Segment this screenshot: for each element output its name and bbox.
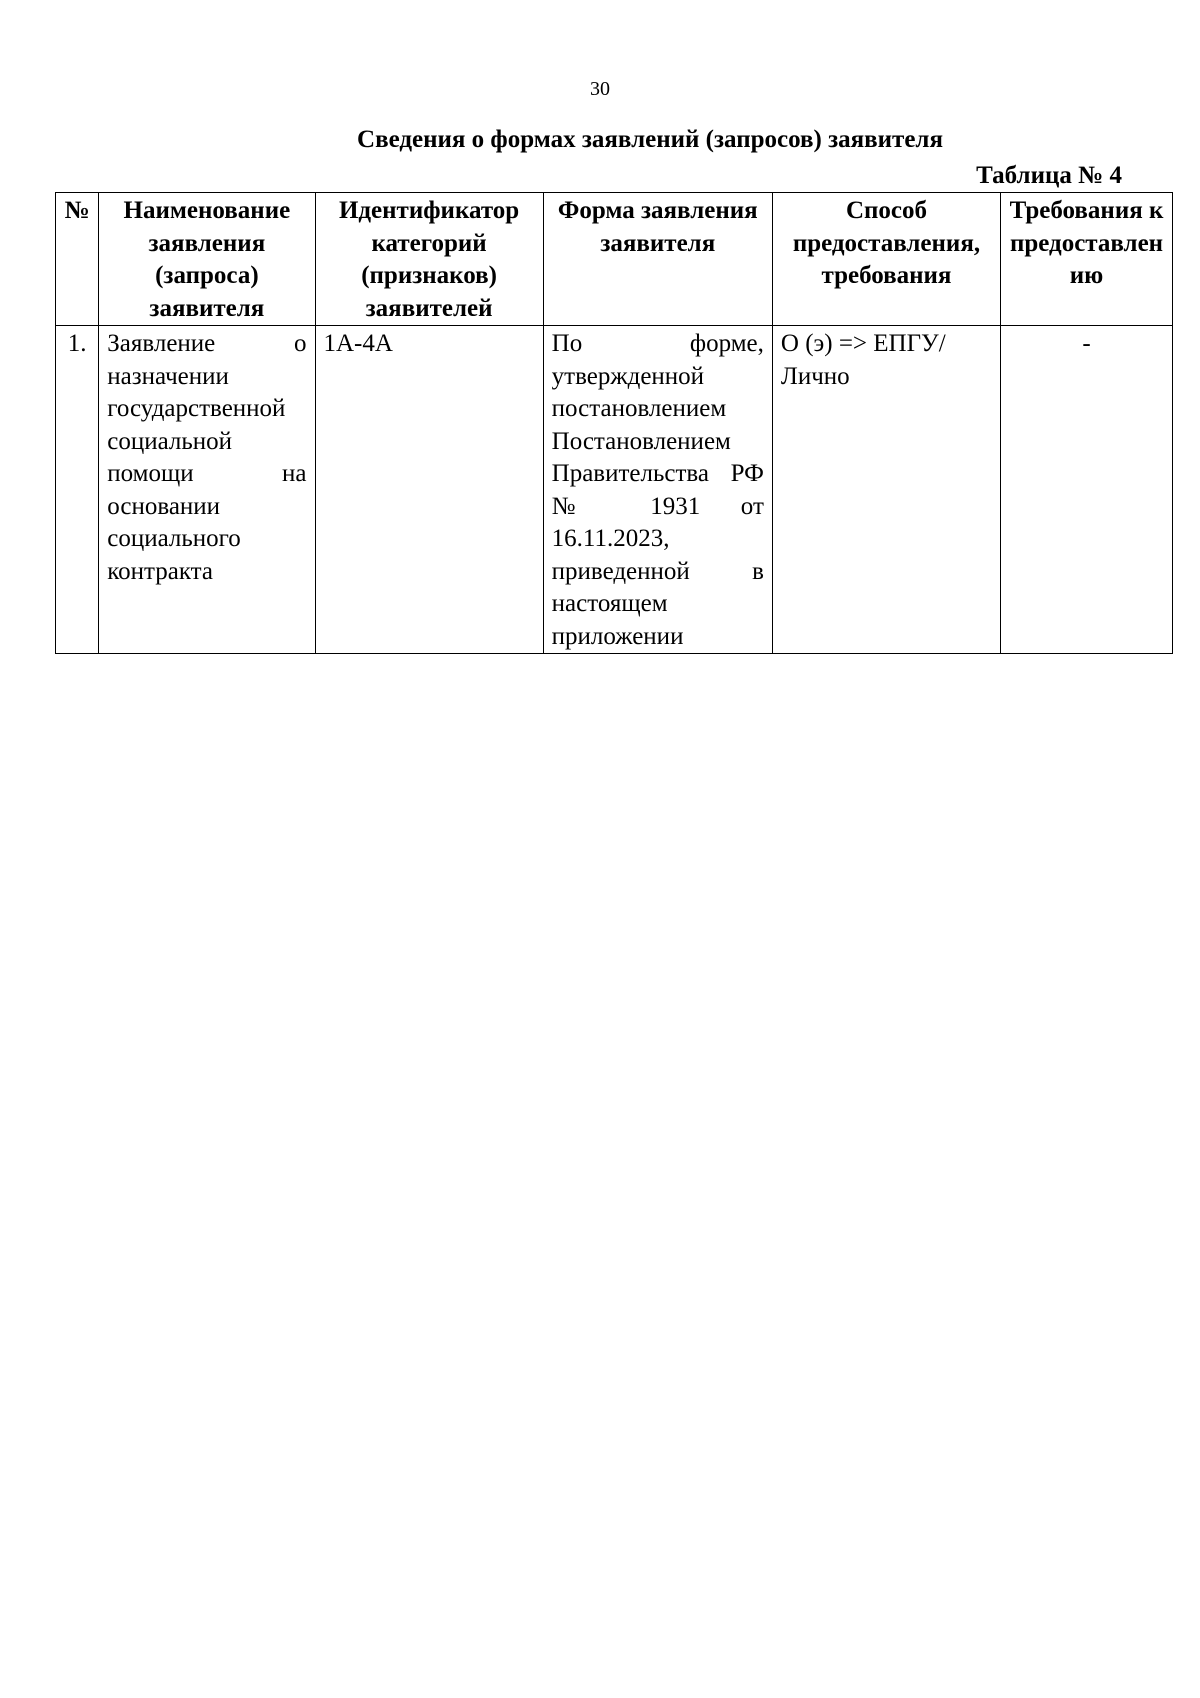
header-application-form: Форма заявления заявителя: [543, 193, 772, 326]
row-submission-method: О (э) => ЕПГУ/Лично: [772, 326, 1000, 654]
header-application-name: Наименование заявления (запроса) заявителя: [99, 193, 315, 326]
row-submission-requirements: -: [1001, 326, 1173, 654]
header-submission-method: Способ предоставления, требования: [772, 193, 1000, 326]
table-header: [56, 193, 1173, 326]
row-application-form: По форме, утвержденной постановлением Постановлением Правительства РФ № 1931 от 16.11.2023, приведенной в настоящем приложении: [543, 326, 772, 654]
header-number: №: [56, 193, 99, 326]
header-category-id: Идентификатор категорий (признаков) заявителей: [315, 193, 543, 326]
table-caption: Таблица № 4: [976, 162, 1122, 189]
row-number: 1.: [56, 326, 99, 654]
row-application-name: Заявление о назначении государственной социальной помощи на основании социального контракта: [99, 326, 315, 654]
document-title: Сведения о формах заявлений (запросов) заявителя: [357, 126, 943, 153]
row-category-id: 1А-4А: [315, 326, 543, 654]
table-header-row: [56, 193, 1173, 326]
table-body: [56, 326, 1173, 654]
table-row: [56, 326, 1173, 654]
application-forms-table: [55, 192, 1173, 654]
page-number: 30: [590, 78, 610, 100]
header-submission-requirements: Требования к предоставлению: [1001, 193, 1173, 326]
